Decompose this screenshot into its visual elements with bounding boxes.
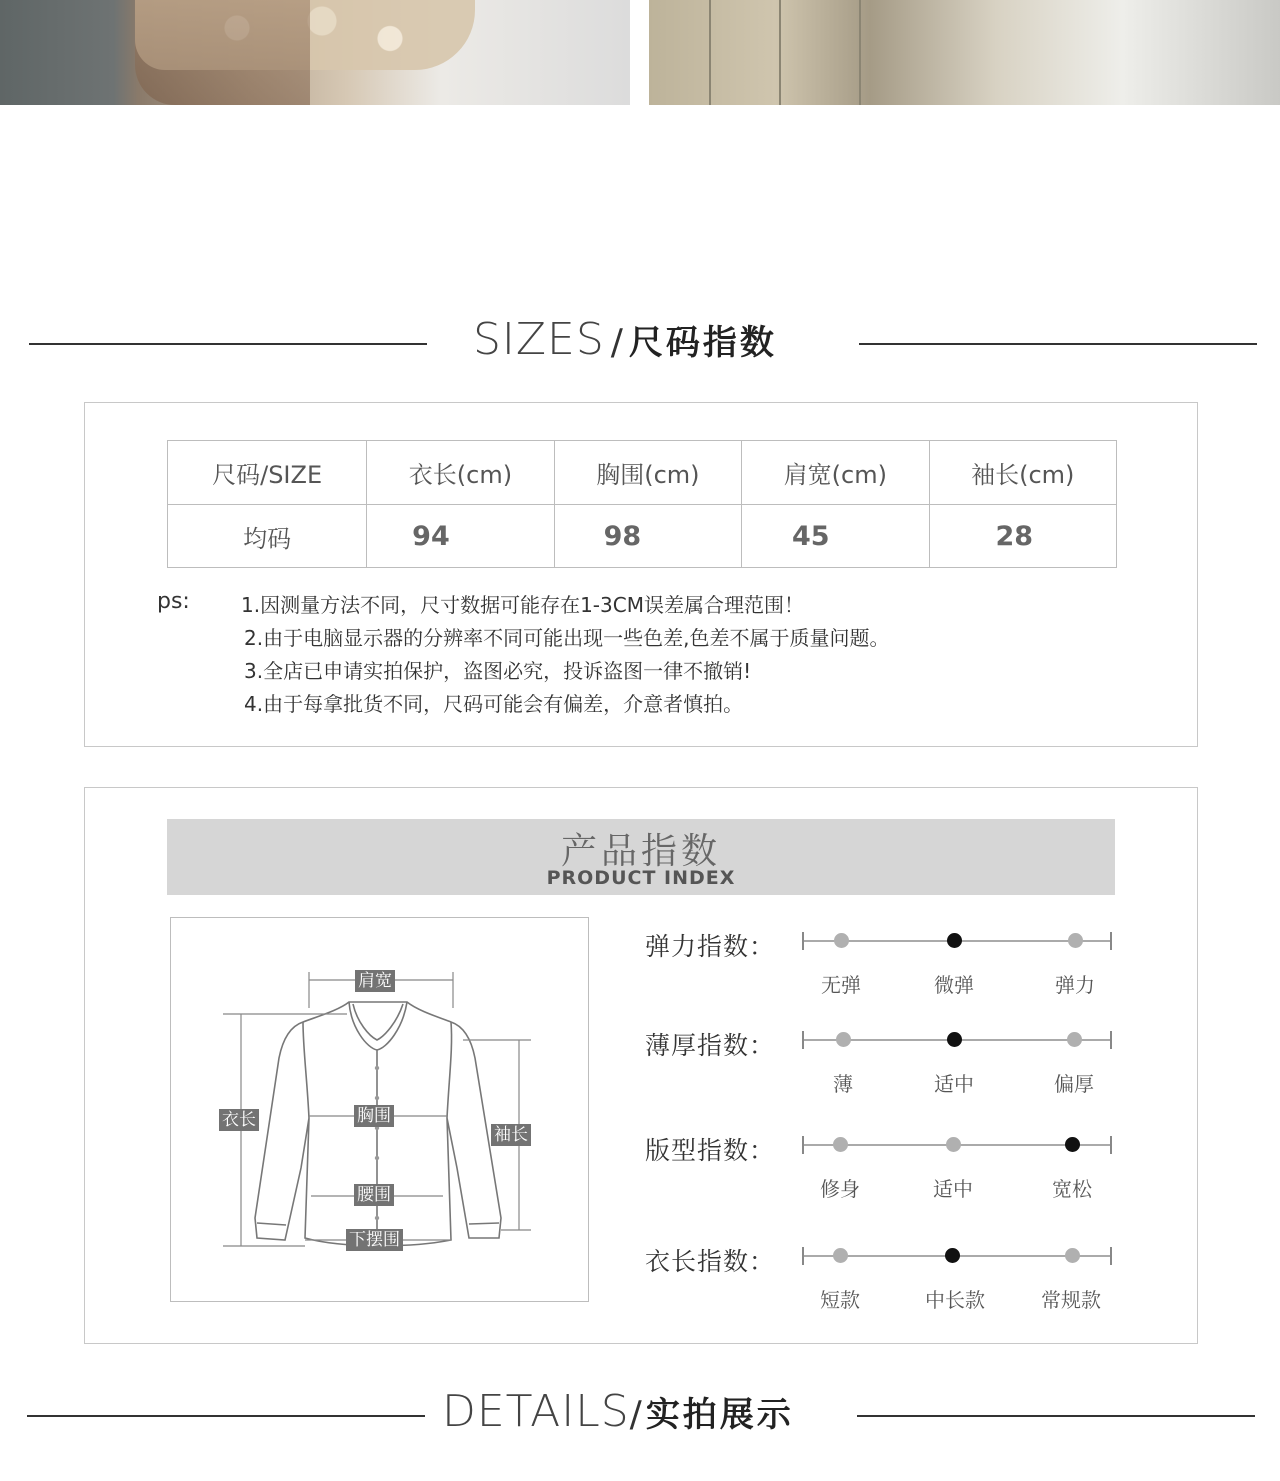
details-title-zh: 实拍展示 — [645, 1395, 794, 1435]
size-table-cell: 均码 — [168, 505, 367, 568]
product-photo-right — [649, 0, 1280, 105]
sizes-section-title — [0, 314, 1280, 374]
size-table-header-cell: 肩宽(cm) — [742, 441, 929, 505]
title-rule-left — [27, 1415, 425, 1417]
product-index-panel — [84, 787, 1198, 1344]
note-item: 1.因测量方法不同，尺寸数据可能存在1-3CM误差属合理范围！ — [241, 593, 804, 617]
index-dot — [836, 1032, 851, 1047]
size-table-cell: 94 — [367, 505, 554, 568]
index-dot — [947, 933, 962, 948]
product-index-header — [167, 819, 1115, 895]
index-row-fit — [645, 1131, 1125, 1201]
notes-list — [241, 589, 1041, 721]
index-label: 薄厚指数： — [645, 1031, 776, 1060]
index-scale — [802, 940, 1112, 997]
index-option: 中长款 — [925, 1288, 985, 1312]
scale-tick — [1110, 1247, 1112, 1265]
size-table-header-cell: 衣长(cm) — [367, 441, 554, 505]
fabric-fold — [709, 0, 711, 105]
arm-detail — [135, 0, 310, 105]
details-title-text — [442, 1386, 794, 1437]
product-index-title-en: PRODUCT INDEX — [546, 867, 736, 889]
sizes-title-text — [473, 314, 777, 365]
size-table-header-cell: 尺码/SIZE — [168, 441, 367, 505]
size-table-cell: 98 — [554, 505, 741, 568]
title-separator: / — [629, 1394, 642, 1435]
index-option: 修身 — [820, 1177, 860, 1201]
note-item: 2.由于电脑显示器的分辨率不同可能出现一些色差,色差不属于质量问题。 — [244, 626, 890, 650]
index-dot — [946, 1137, 961, 1152]
label-sleeve: 袖长 — [491, 1124, 531, 1146]
index-dot — [833, 1137, 848, 1152]
index-label: 衣长指数： — [645, 1247, 776, 1276]
garment-measurement-diagram — [170, 917, 589, 1302]
index-scale — [802, 1144, 1112, 1201]
product-index-title-zh: 产品指数 — [560, 831, 721, 872]
index-dot — [1068, 933, 1083, 948]
scale-tick — [1110, 1031, 1112, 1049]
index-scale — [802, 1039, 1112, 1096]
scale-tick — [1110, 1136, 1112, 1154]
label-shoulder: 肩宽 — [355, 970, 395, 992]
label-waist: 腰围 — [354, 1184, 394, 1206]
fabric-fold — [859, 0, 861, 105]
index-scale — [802, 1255, 1112, 1312]
label-length: 衣长 — [219, 1109, 259, 1131]
title-rule-right — [859, 343, 1257, 345]
size-table — [167, 440, 1117, 568]
index-label: 弹力指数： — [645, 932, 776, 961]
scale-tick — [1110, 932, 1112, 950]
index-option: 无弹 — [821, 973, 861, 997]
index-option: 宽松 — [1052, 1177, 1092, 1201]
details-title-en: DETAILS — [442, 1386, 630, 1437]
index-dot — [833, 1248, 848, 1263]
size-table-cell: 45 — [742, 505, 929, 568]
scale-tick — [802, 932, 804, 950]
index-option: 适中 — [934, 1072, 974, 1096]
size-table-header-row — [168, 441, 1117, 505]
index-dot — [834, 933, 849, 948]
index-dot — [947, 1032, 962, 1047]
index-option: 常规款 — [1041, 1288, 1101, 1312]
index-option: 微弹 — [934, 973, 974, 997]
note-item: 3.全店已申请实拍保护，盗图必究，投诉盗图一律不撤销! — [244, 659, 752, 683]
index-row-elasticity — [645, 927, 1125, 997]
index-dot — [1065, 1248, 1080, 1263]
index-option: 偏厚 — [1054, 1072, 1094, 1096]
fabric-fold — [779, 0, 781, 105]
scale-tick — [802, 1247, 804, 1265]
scale-tick — [802, 1136, 804, 1154]
index-dot — [1067, 1032, 1082, 1047]
title-rule-right — [857, 1415, 1255, 1417]
index-option: 短款 — [820, 1288, 860, 1312]
details-section-title — [0, 1386, 1280, 1446]
index-row-thickness — [645, 1026, 1125, 1096]
size-table-header-cell: 袖长(cm) — [929, 441, 1116, 505]
index-option: 适中 — [933, 1177, 973, 1201]
index-dot — [945, 1248, 960, 1263]
index-label: 版型指数： — [645, 1136, 776, 1165]
scale-tick — [802, 1031, 804, 1049]
sizes-title-en: SIZES — [473, 314, 605, 365]
product-photo-left — [0, 0, 630, 105]
index-row-length — [645, 1242, 1125, 1312]
index-option: 弹力 — [1055, 973, 1095, 997]
note-item: 4.由于每拿批货不同，尺码可能会有偏差，介意者慎拍。 — [244, 692, 744, 716]
size-table-row — [168, 505, 1117, 568]
label-chest: 胸围 — [354, 1105, 394, 1127]
size-table-header-cell: 胸围(cm) — [554, 441, 741, 505]
label-hem: 下摆围 — [346, 1229, 403, 1251]
title-rule-left — [29, 343, 427, 345]
notes-prefix: ps: — [157, 589, 190, 614]
sizes-title-zh: 尺码指数 — [628, 323, 777, 363]
size-chart-panel — [84, 402, 1198, 747]
title-separator: / — [610, 322, 623, 363]
index-option: 薄 — [833, 1072, 853, 1096]
index-dot — [1065, 1137, 1080, 1152]
size-table-cell: 28 — [929, 505, 1116, 568]
